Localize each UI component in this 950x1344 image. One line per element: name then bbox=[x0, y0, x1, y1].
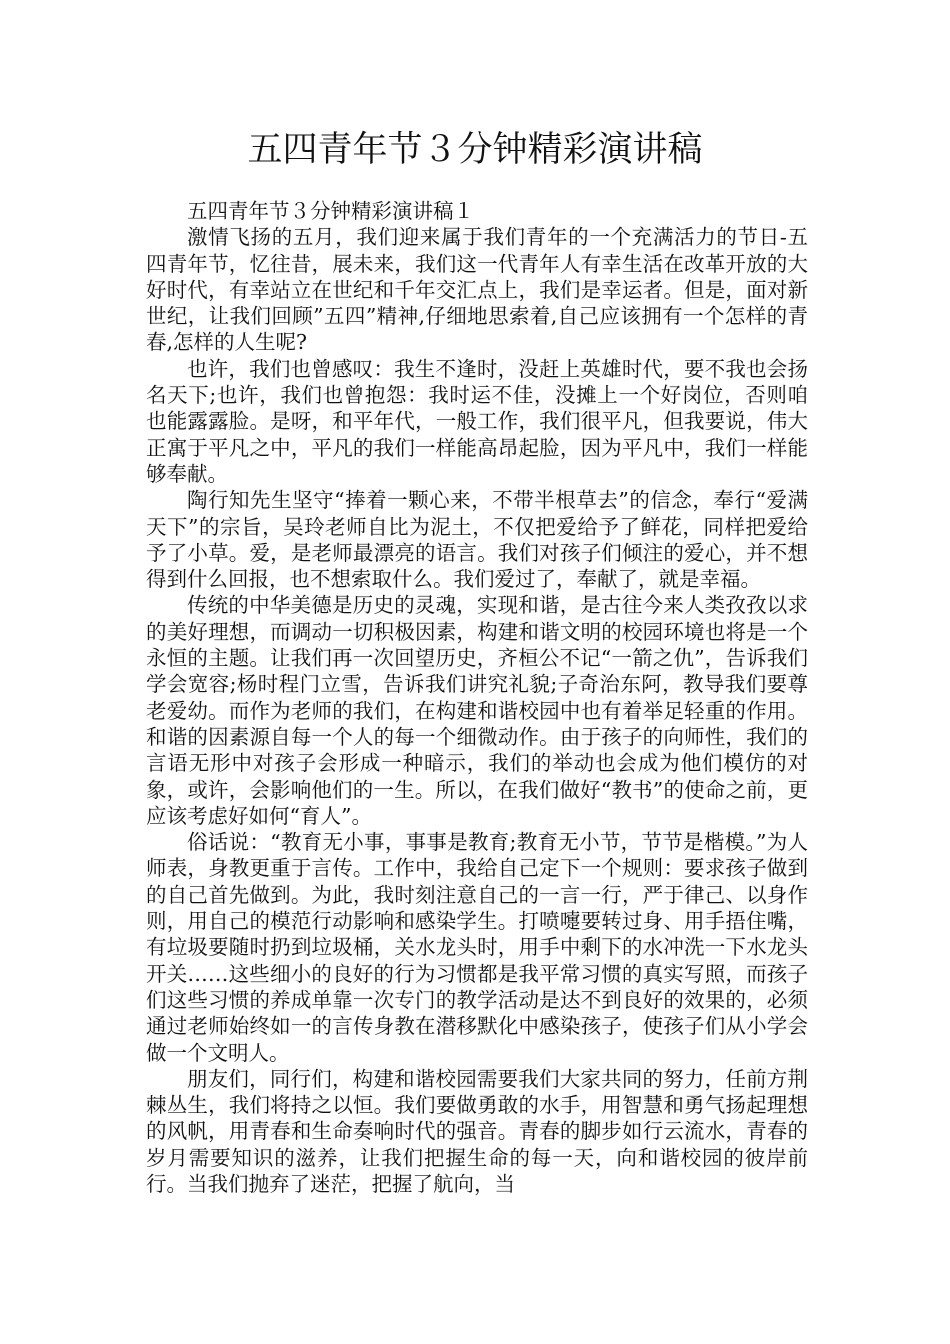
paragraph-6: 朋友们，同行们，构建和谐校园需要我们大家共同的努力，任前方荆棘丛生，我们将持之以恒。我们要做勇敢的水手，用智慧和勇气扬起理想的风帆，用青春和生命奏响时代的强音。青春的脚步如行云流水，青春的岁月需要知识的滋养，让我们把握生命的每一天，向和谐校园的彼岸前行。当我们抛弃了迷茫，把握了航向，当 bbox=[146, 1066, 808, 1196]
paragraph-1: 激情飞扬的五月，我们迎来属于我们青年的一个充满活力的节日-五四青年节，忆往昔，展未来，我们这一代青年人有幸生活在改革开放的大好时代，有幸站立在世纪和千年交汇点上，我们是幸运者。但是，面对新世纪，让我们回顾”五四”精神,仔细地思索着,自己应该拥有一个怎样的青春,怎样的人生呢? bbox=[146, 225, 808, 355]
subtitle-paragraph: 五四青年节３分钟精彩演讲稿１ bbox=[187, 199, 474, 223]
paragraph-3: 陶行知先生坚守“捧着一颗心来，不带半根草去”的信念，奉行“爱满天下”的宗旨，吴玲老师自比为泥土，不仅把爱给予了鲜花，同样把爱给予了小草。爱，是老师最漂亮的语言。我们对孩子们倾注的爱心，并不想得到什么回报，也不想索取什么。我们爱过了，奉献了，就是幸福。 bbox=[146, 488, 808, 592]
document-title: 五四青年节３分钟精彩演讲稿 bbox=[247, 130, 703, 170]
paragraph-4: 传统的中华美德是历史的灵魂，实现和谐，是古往今来人类孜孜以求的美好理想，而调动一切积极因素，构建和谐文明的校园环境也将是一个永恒的主题。让我们再一次回望历史，齐桓公不记“一箭之仇”，告诉我们学会宽容;杨时程门立雪，告诉我们讲究礼貌;子奇治东阿，教导我们要尊老爱幼。而作为老师的我们，在构建和谐校园中也有着举足轻重的作用。和谐的因素源自每一个人的每一个细微动作。由于孩子的向师性，我们的言语无形中对孩子会形成一种暗示，我们的举动也会成为他们模仿的对象，或许，会影响他们的一生。所以，在我们做好“教书”的使命之前，更应该考虑好如何“育人”。 bbox=[146, 593, 808, 828]
document-body bbox=[146, 198, 808, 1197]
paragraph-2: 也许，我们也曾感叹：我生不逢时，没赶上英雄时代，要不我也会扬名天下;也许，我们也曾抱怨：我时运不佳，没摊上一个好岗位，否则咱也能露露脸。是呀，和平年代，一般工作，我们很平凡，但我要说，伟大正寓于平凡之中，平凡的我们一样能高昂起脸，因为平凡中，我们一样能够奉献。 bbox=[146, 356, 808, 486]
paragraph-5: 俗话说：“教育无小事，事事是教育;教育无小节，节节是楷模。”为人师表，身教更重于言传。工作中，我给自己定下一个规则：要求孩子做到的自己首先做到。为此，我时刻注意自己的一言一行，严于律己、以身作则，用自己的模范行动影响和感染学生。打喷嚏要转过身、用手捂住嘴，有垃圾要随时扔到垃圾桶，关水龙头时，用手中剩下的水冲洗一下水龙头开关……这些细小的良好的行为习惯都是我平常习惯的真实写照，而孩子们这些习惯的养成单靠一次专门的教学活动是达不到良好的效果的，必须通过老师始终如一的言传身教在潜移默化中感染孩子，使孩子们从小学会做一个文明人。 bbox=[146, 830, 808, 1065]
